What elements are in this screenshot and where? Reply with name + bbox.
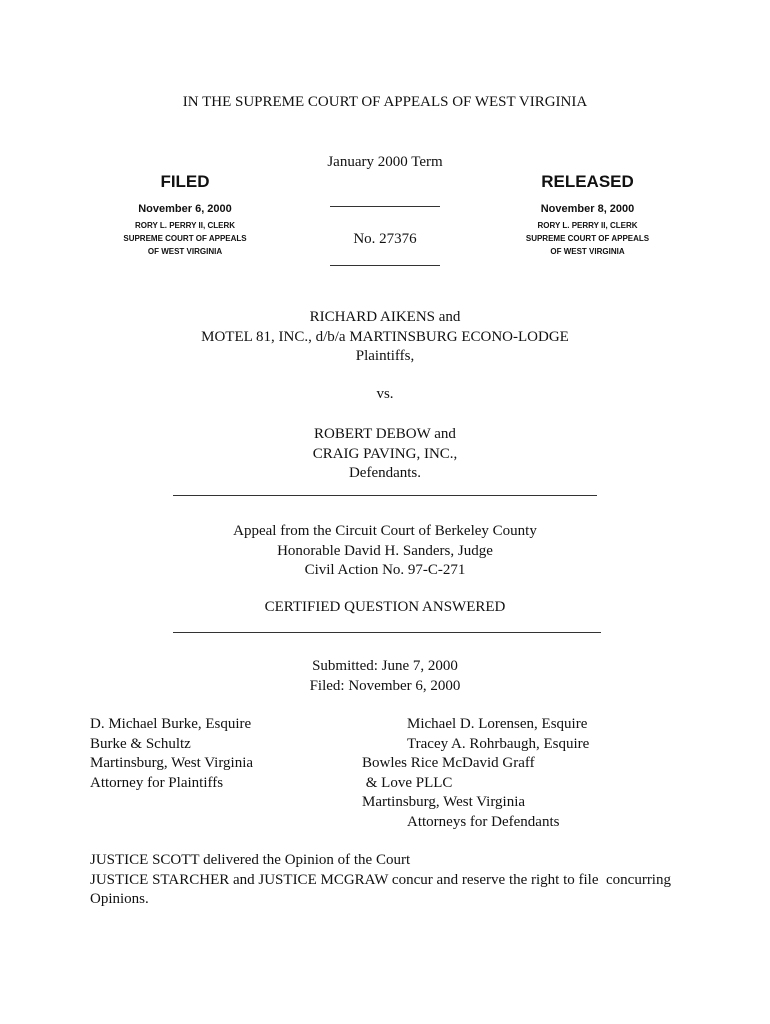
counsel-location: Martinsburg, West Virginia [362, 794, 526, 810]
opinion-concurrence-cont: Opinions. [90, 891, 149, 907]
released-stamp-title: RELEASED [541, 172, 634, 191]
disposition: CERTIFIED QUESTION ANSWERED [264, 599, 506, 615]
counsel-name: Tracey A. Rohrbaugh, Esquire [407, 735, 590, 752]
defendant-2: CRAIG PAVING, INC., [312, 445, 458, 462]
plaintiffs-block [85, 308, 685, 367]
released-stamp-state: OF WEST VIRGINIA [550, 247, 625, 256]
counsel-role: Attorney for Plaintiffs [90, 774, 224, 791]
released-stamp-court: SUPREME COURT OF APPEALS [525, 234, 650, 243]
counsel-name: Michael D. Lorensen, Esquire [407, 716, 588, 732]
plaintiff-2: MOTEL 81, INC., d/b/a MARTINSBURG ECONO-LODGE [201, 328, 569, 345]
divider [330, 265, 440, 266]
opinion-concurrence: JUSTICE STARCHER and JUSTICE MCGRAW concur and reserve the right to file concurring [90, 871, 671, 888]
divider [173, 495, 597, 496]
court-heading: IN THE SUPREME COURT OF APPEALS OF WEST VIRGINIA [182, 94, 588, 110]
released-stamp-clerk: RORY L. PERRY II, CLERK [537, 221, 638, 230]
plaintiff-1: RICHARD AIKENS and [309, 309, 461, 325]
appeal-case: Civil Action No. 97-C-271 [304, 562, 466, 578]
versus: vs. [376, 386, 394, 402]
defendant-counsel [362, 715, 589, 832]
opinion-author: JUSTICE SCOTT delivered the Opinion of the Court [90, 852, 411, 868]
counsel-location: Martinsburg, West Virginia [90, 755, 254, 771]
plaintiffs-label: Plaintiffs, [355, 348, 415, 364]
filed-stamp-state: OF WEST VIRGINIA [147, 247, 223, 256]
plaintiff-counsel [90, 715, 253, 793]
filed-stamp-title: FILED [160, 172, 210, 191]
filed-stamp-clerk: RORY L. PERRY II, CLERK [134, 221, 235, 230]
term: January 2000 Term [327, 154, 443, 170]
defendant-1: ROBERT DEBOW and [314, 426, 456, 442]
counsel-role: Attorneys for Defendants [407, 813, 560, 830]
defendants-label: Defendants. [348, 465, 422, 481]
counsel-name: D. Michael Burke, Esquire [90, 716, 252, 732]
defendants-block [85, 425, 685, 484]
submitted-date: Submitted: June 7, 2000 [312, 658, 458, 674]
appeal-block [85, 522, 685, 581]
divider [173, 632, 601, 633]
filed-date: Filed: November 6, 2000 [309, 677, 461, 694]
released-stamp-date: November 8, 2000 [540, 203, 635, 215]
appeal-judge: Honorable David H. Sanders, Judge [277, 542, 493, 559]
appeal-court: Appeal from the Circuit Court of Berkeley County [233, 523, 537, 539]
docket-number: No. 27376 [353, 231, 417, 247]
counsel-firm: & Love PLLC [362, 774, 453, 791]
dates-block [85, 657, 685, 696]
filed-stamp-court: SUPREME COURT OF APPEALS [123, 234, 247, 243]
divider [330, 206, 440, 207]
filed-stamp-date: November 6, 2000 [138, 203, 232, 215]
counsel-firm: Bowles Rice McDavid Graff [362, 755, 535, 771]
opinion-block [90, 851, 671, 910]
counsel-firm: Burke & Schultz [90, 735, 191, 752]
